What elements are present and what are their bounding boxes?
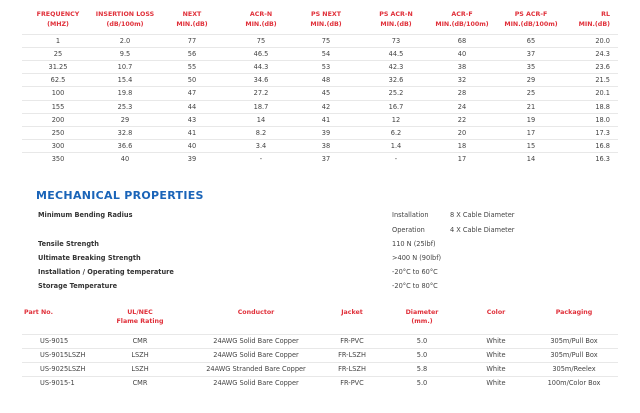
cat-header-part-no <box>24 308 64 317</box>
header-line-1: Color <box>486 309 506 316</box>
cell-jacket: FR-PVC <box>340 379 364 387</box>
section-title-mechanical: MECHANICAL PROPERTIES <box>36 189 204 202</box>
header-line-1: NEXT <box>182 11 202 18</box>
cell-flame-rating: CMR <box>132 379 148 387</box>
col-header-ps-acr-n <box>370 10 422 30</box>
row-divider <box>22 376 618 377</box>
header-line-1: FREQUENCY <box>36 11 80 18</box>
prop-label-operating-temp: Installation / Operating temperature <box>38 268 174 276</box>
cell-ps-acr-f: 17 <box>526 128 536 137</box>
cell-color: White <box>486 337 506 345</box>
cell-ps-acr-n: 16.7 <box>388 102 404 111</box>
cell-insertion-loss: 32.8 <box>117 128 133 137</box>
header-line-1: Part No. <box>24 309 53 316</box>
cat-header-diameter <box>402 308 442 326</box>
cell-frequency: 155 <box>51 102 65 111</box>
cell-ps-acr-n: - <box>394 154 398 163</box>
cell-next: 41 <box>187 128 197 137</box>
cell-ps-acr-f: 19 <box>526 115 536 124</box>
prop-value-storage-temp: -20°C to 80°C <box>392 282 438 290</box>
cat-header-color <box>478 308 514 317</box>
header-line-2: MIN.(dB) <box>176 21 208 28</box>
cell-ps-acr-n: 73 <box>391 37 401 45</box>
header-line-1: ACR-N <box>249 11 273 18</box>
cell-ps-next: 53 <box>321 63 331 72</box>
header-line-1: INSERTION LOSS <box>95 11 155 18</box>
cell-ps-acr-n: 1.4 <box>390 141 402 150</box>
cell-ps-acr-n: 42.3 <box>388 63 404 72</box>
cell-insertion-loss: 15.4 <box>117 76 133 85</box>
col-header-ps-next <box>302 10 350 30</box>
cell-acr-f: 22 <box>457 115 467 124</box>
cell-ps-acr-f: 29 <box>526 76 536 85</box>
prop-value-tensile: 110 N (25lbf) <box>392 240 436 248</box>
cell-flame-rating: CMR <box>132 337 148 345</box>
cell-frequency: 1 <box>55 37 61 45</box>
cell-acr-n: 34.6 <box>253 76 269 85</box>
cell-acr-f: 18 <box>457 141 467 150</box>
cell-packaging: 305m/Pull Box <box>550 337 598 345</box>
cell-acr-n: 14 <box>256 115 266 124</box>
cell-rl: 20.1 <box>595 89 610 98</box>
col-header-frequency <box>30 10 86 30</box>
cell-insertion-loss: 9.5 <box>119 50 131 59</box>
cell-frequency: 350 <box>51 154 65 163</box>
cell-rl: 18.8 <box>595 102 610 111</box>
row-divider <box>22 334 618 335</box>
prop-value-installation: 8 X Cable Diameter <box>450 211 515 219</box>
header-line-2: Flame Rating <box>116 318 164 325</box>
cell-insertion-loss: 10.7 <box>117 63 133 72</box>
cell-frequency: 250 <box>51 128 65 137</box>
cell-conductor: 24AWG Stranded Bare Copper <box>206 365 306 373</box>
cell-ps-next: 38 <box>321 141 331 150</box>
cell-rl: 23.6 <box>595 63 610 72</box>
cell-ps-acr-f: 21 <box>526 102 536 111</box>
header-line-1: Jacket <box>341 309 363 316</box>
cell-ps-acr-f: 14 <box>526 154 536 163</box>
header-line-1: RL <box>601 11 610 18</box>
cell-color: White <box>486 379 506 387</box>
cell-rl: 24.3 <box>595 50 610 59</box>
cell-rl: 21.5 <box>595 76 610 85</box>
header-line-1: Packaging <box>555 309 593 316</box>
cell-insertion-loss: 36.6 <box>117 141 133 150</box>
col-header-ps-acr-f <box>500 10 562 30</box>
col-header-acr-n <box>236 10 286 30</box>
row-divider <box>22 152 618 153</box>
cell-part-no: US-9015LSZH <box>40 351 86 359</box>
cell-flame-rating: LSZH <box>131 365 149 373</box>
cell-frequency: 25 <box>53 50 63 59</box>
cell-ps-acr-f: 35 <box>526 63 536 72</box>
prop-value-operation: 4 X Cable Diameter <box>450 226 515 234</box>
cell-acr-n: 8.2 <box>255 128 267 137</box>
cell-ps-acr-f: 37 <box>526 50 536 59</box>
header-line-2: MIN.(dB) <box>245 21 277 28</box>
header-line-1: ACR-F <box>451 11 473 18</box>
cell-acr-n: 46.5 <box>253 50 269 59</box>
header-line-1: PS NEXT <box>310 11 342 18</box>
header-line-1: Diameter <box>405 309 439 316</box>
cell-acr-f: 40 <box>457 50 467 59</box>
cell-conductor: 24AWG Solid Bare Copper <box>213 379 299 387</box>
cell-packaging: 305m/Reelex <box>552 365 596 373</box>
cell-ps-acr-f: 25 <box>526 89 536 98</box>
row-divider <box>22 348 618 349</box>
cell-acr-f: 28 <box>457 89 467 98</box>
cell-acr-f: 68 <box>457 37 467 45</box>
cell-color: White <box>486 351 506 359</box>
cell-part-no: US-9015-1 <box>40 379 75 387</box>
prop-label-bending-radius: Minimum Bending Radius <box>38 211 133 219</box>
cell-acr-n: 44.3 <box>253 63 269 72</box>
cell-rl: 16.3 <box>595 154 610 163</box>
cell-ps-acr-f: 65 <box>526 37 536 45</box>
row-divider <box>22 73 618 74</box>
cell-ps-next: 42 <box>321 102 331 111</box>
cat-header-packaging <box>546 308 602 317</box>
cell-frequency: 300 <box>51 141 65 150</box>
row-divider <box>22 113 618 114</box>
prop-sublabel-installation: Installation <box>392 211 429 219</box>
col-header-next <box>170 10 214 30</box>
header-line-2: MIN.(dB) <box>310 21 342 28</box>
row-divider <box>22 34 618 35</box>
cell-next: 39 <box>187 154 197 163</box>
row-divider <box>22 86 618 87</box>
header-line-2: MIN.(dB/100m) <box>504 21 558 28</box>
cell-rl: 16.8 <box>595 141 610 150</box>
cell-ps-next: 39 <box>321 128 331 137</box>
cell-jacket: FR-LSZH <box>338 365 366 373</box>
cell-jacket: FR-PVC <box>340 337 364 345</box>
cell-ps-next: 45 <box>321 89 331 98</box>
prop-value-breaking: >400 N (90lbf) <box>392 254 442 262</box>
cell-next: 40 <box>187 141 197 150</box>
cell-acr-f: 20 <box>457 128 467 137</box>
cell-acr-f: 38 <box>457 63 467 72</box>
cell-acr-n: 18.7 <box>253 102 269 111</box>
header-line-2: (dB/100m) <box>106 21 144 28</box>
cell-rl: 17.3 <box>595 128 610 137</box>
cat-header-jacket <box>334 308 370 317</box>
cell-ps-acr-n: 12 <box>391 115 401 124</box>
cell-next: 44 <box>187 102 197 111</box>
cell-next: 47 <box>187 89 197 98</box>
cell-rl: 18.0 <box>595 115 610 124</box>
cell-insertion-loss: 29 <box>120 115 130 124</box>
cat-header-conductor <box>226 308 286 317</box>
cell-next: 43 <box>187 115 197 124</box>
col-header-rl <box>570 10 610 30</box>
cell-rl: 20.0 <box>595 37 610 45</box>
cell-acr-n: 3.4 <box>255 141 267 150</box>
cell-ps-next: 75 <box>321 37 331 45</box>
cell-insertion-loss: 25.3 <box>117 102 133 111</box>
cell-packaging: 100m/Color Box <box>547 379 601 387</box>
cell-jacket: FR-LSZH <box>338 351 366 359</box>
cell-diameter: 5.0 <box>416 379 428 387</box>
header-line-2: MIN.(dB) <box>578 21 610 28</box>
prop-value-operating-temp: -20°C to 60°C <box>392 268 438 276</box>
cell-frequency: 200 <box>51 115 65 124</box>
cell-frequency: 31.25 <box>48 63 68 72</box>
cell-diameter: 5.0 <box>416 351 428 359</box>
cell-ps-next: 41 <box>321 115 331 124</box>
cell-acr-n: - <box>259 154 263 163</box>
cell-ps-acr-f: 15 <box>526 141 536 150</box>
cell-part-no: US-9015 <box>40 337 69 345</box>
row-divider <box>22 60 618 61</box>
cell-conductor: 24AWG Solid Bare Copper <box>213 337 299 345</box>
cell-diameter: 5.8 <box>416 365 428 373</box>
cell-acr-n: 27.2 <box>253 89 269 98</box>
row-divider <box>22 362 618 363</box>
cell-frequency: 100 <box>51 89 65 98</box>
cell-next: 50 <box>187 76 197 85</box>
cell-diameter: 5.0 <box>416 337 428 345</box>
cell-flame-rating: LSZH <box>131 351 149 359</box>
prop-label-breaking: Ultimate Breaking Strength <box>38 254 141 262</box>
col-header-acr-f <box>432 10 492 30</box>
cell-frequency: 62.5 <box>50 76 66 85</box>
header-line-2: (MHZ) <box>47 21 69 28</box>
prop-label-storage-temp: Storage Temperature <box>38 282 118 290</box>
cell-next: 55 <box>187 63 197 72</box>
cell-ps-next: 48 <box>321 76 331 85</box>
cell-conductor: 24AWG Solid Bare Copper <box>213 351 299 359</box>
row-divider <box>22 126 618 127</box>
cell-acr-f: 32 <box>457 76 467 85</box>
row-divider <box>22 100 618 101</box>
header-line-1: PS ACR-N <box>379 11 413 18</box>
prop-sublabel-operation: Operation <box>392 226 425 234</box>
cell-packaging: 305m/Pull Box <box>550 351 598 359</box>
row-divider <box>22 139 618 140</box>
cell-part-no: US-9025LSZH <box>40 365 86 373</box>
cat-header-flame-rating <box>112 308 168 326</box>
cell-insertion-loss: 19.8 <box>117 89 133 98</box>
cell-ps-acr-n: 44.5 <box>388 50 404 59</box>
header-line-1: UL/NEC <box>127 309 153 316</box>
cell-ps-acr-n: 25.2 <box>388 89 404 98</box>
header-line-2: MIN.(dB) <box>380 21 412 28</box>
cell-acr-f: 24 <box>457 102 467 111</box>
cell-ps-next: 37 <box>321 154 331 163</box>
header-line-2: MIN.(dB/100m) <box>435 21 489 28</box>
header-line-1: Conductor <box>237 309 275 316</box>
header-line-2: (mm.) <box>411 318 433 325</box>
header-line-1: PS ACR-F <box>514 11 548 18</box>
cell-acr-n: 75 <box>256 37 266 45</box>
prop-label-tensile: Tensile Strength <box>38 240 99 248</box>
cell-ps-acr-n: 6.2 <box>390 128 402 137</box>
cell-ps-next: 54 <box>321 50 331 59</box>
col-header-insertion-loss <box>90 10 160 30</box>
cell-color: White <box>486 365 506 373</box>
cell-acr-f: 17 <box>457 154 467 163</box>
cell-insertion-loss: 2.0 <box>119 37 131 45</box>
cell-insertion-loss: 40 <box>120 154 130 163</box>
cell-next: 77 <box>187 37 197 45</box>
cell-ps-acr-n: 32.6 <box>388 76 404 85</box>
cell-next: 56 <box>187 50 197 59</box>
row-divider <box>22 47 618 48</box>
